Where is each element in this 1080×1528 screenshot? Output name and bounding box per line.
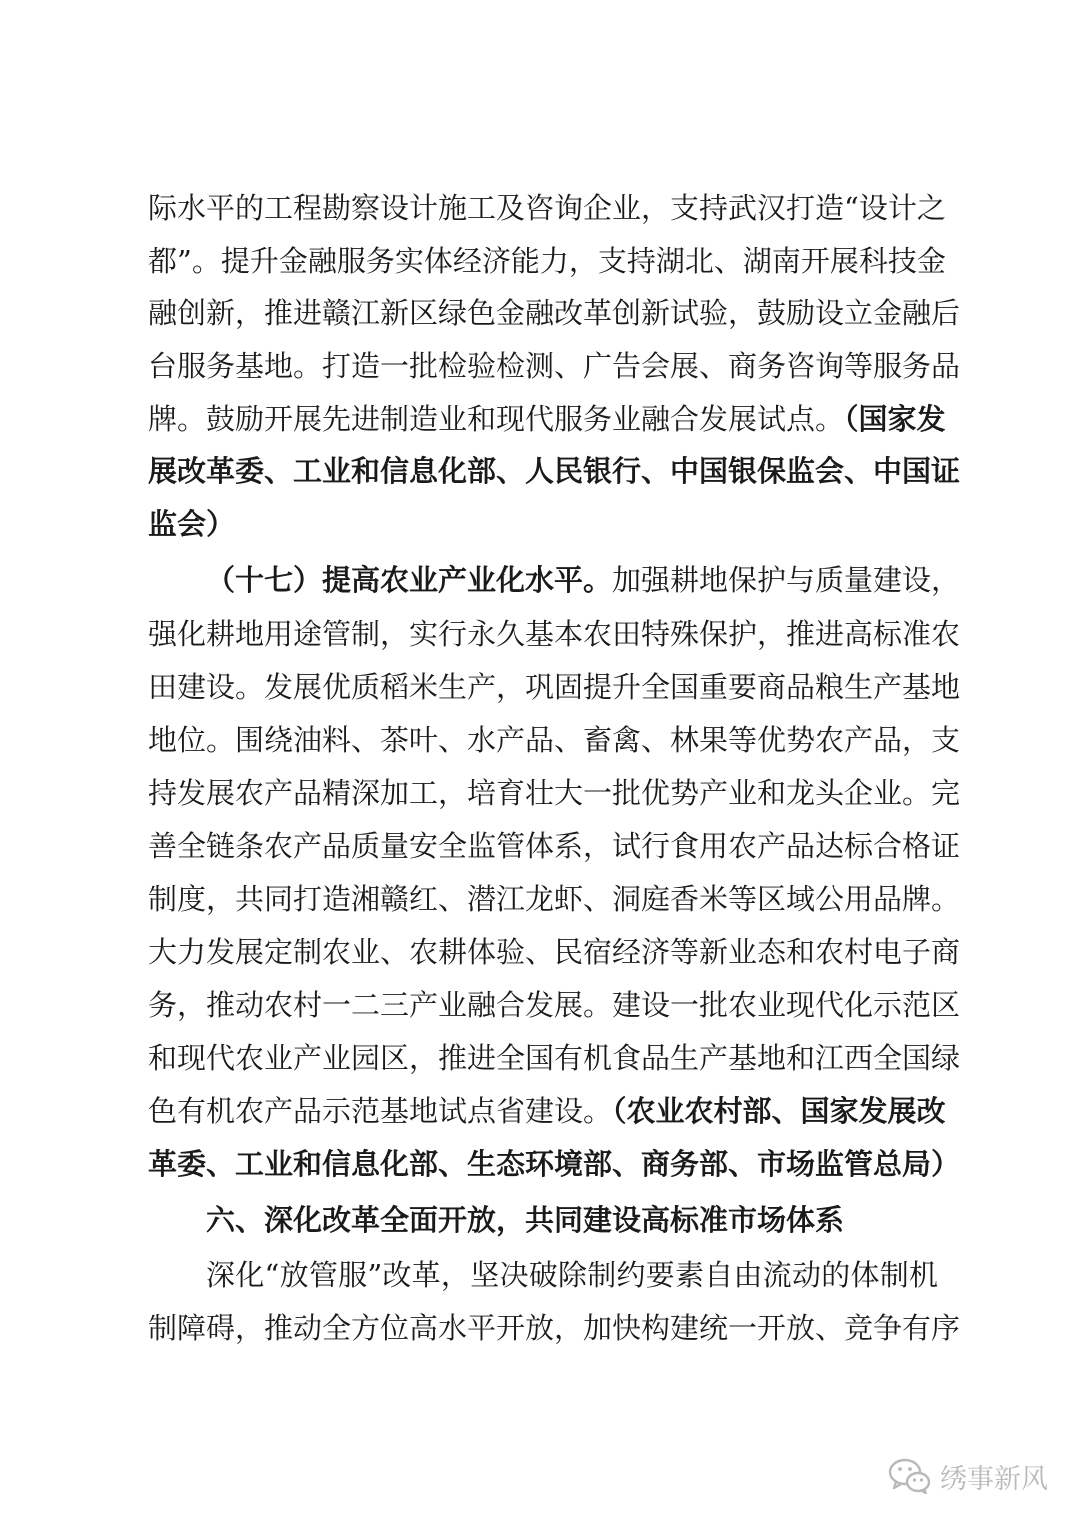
text-line: 田建设。发展优质稻米生产，巩固提升全国重要商品粮生产基地: [148, 670, 961, 704]
text-line: 善全链条农产品质量安全监管体系，试行食用农产品达标合格证: [148, 829, 961, 863]
text-line: 大力发展定制农业、农耕体验、民宿经济等新业态和农村电子商: [148, 935, 961, 969]
wechat-icon: [888, 1457, 932, 1495]
text-line: [148, 1086, 946, 1136]
text-line: 台服务基地。打造一批检验检测、广告会展、商务咨询等服务品: [148, 349, 961, 383]
text-line: 和现代农业产业园区，推进全国有机食品生产基地和江西全国绿: [148, 1041, 961, 1075]
text-line: 强化耕地用途管制，实行永久基本农田特殊保护，推进高标准农: [148, 617, 961, 651]
text-span: 加强耕地保护与质量建设，: [612, 563, 961, 597]
text-line: 务，推动农村一二三产业融合发展。建设一批农业现代化示范区: [148, 988, 961, 1022]
watermark: [888, 1453, 1048, 1499]
text-line: [206, 555, 961, 605]
watermark-text: 绣事新风: [940, 1463, 1048, 1495]
responsible-agencies: （农业农村部、国家发展改: [612, 1094, 946, 1128]
text-span: 牌。鼓励开展先进制造业和现代服务业融合发展试点。: [148, 402, 845, 436]
text-line: 持发展农产品精深加工，培育壮大一批优势产业和龙头企业。完: [148, 776, 961, 810]
text-line: 制障碍，推动全方位高水平开放，加快构建统一开放、竞争有序: [148, 1311, 961, 1345]
text-line: 制度，共同打造湘赣红、潜江龙虾、洞庭香米等区域公用品牌。: [148, 882, 961, 916]
text-line: 融创新，推进赣江新区绿色金融改革创新试验，鼓励设立金融后: [148, 296, 961, 330]
text-line: 际水平的工程勘察设计施工及咨询企业，支持武汉打造“设计之: [148, 191, 946, 225]
text-line: 地位。围绕油料、茶叶、水产品、畜禽、林果等优势农产品，支: [148, 723, 961, 757]
text-line: 深化“放管服”改革，坚决破除制约要素自由流动的体制机: [206, 1258, 938, 1292]
responsible-agencies: 展改革委、工业和信息化部、人民银行、中国银保监会、中国证: [148, 454, 961, 488]
responsible-agencies: 监会）: [148, 507, 236, 541]
clause-heading: （十七）提高农业产业化水平。: [206, 563, 613, 597]
text-line: 都”。提升金融服务实体经济能力，支持湖北、湖南开展科技金: [148, 244, 946, 278]
text-span: 色有机农产品示范基地试点省建设。: [148, 1094, 613, 1128]
text-line: [148, 394, 946, 444]
section-heading: 六、深化改革全面开放，共同建设高标准市场体系: [206, 1203, 845, 1237]
responsible-agencies: （国家发: [844, 402, 946, 436]
responsible-agencies: 革委、工业和信息化部、生态环境部、商务部、市场监管总局）: [148, 1147, 961, 1181]
